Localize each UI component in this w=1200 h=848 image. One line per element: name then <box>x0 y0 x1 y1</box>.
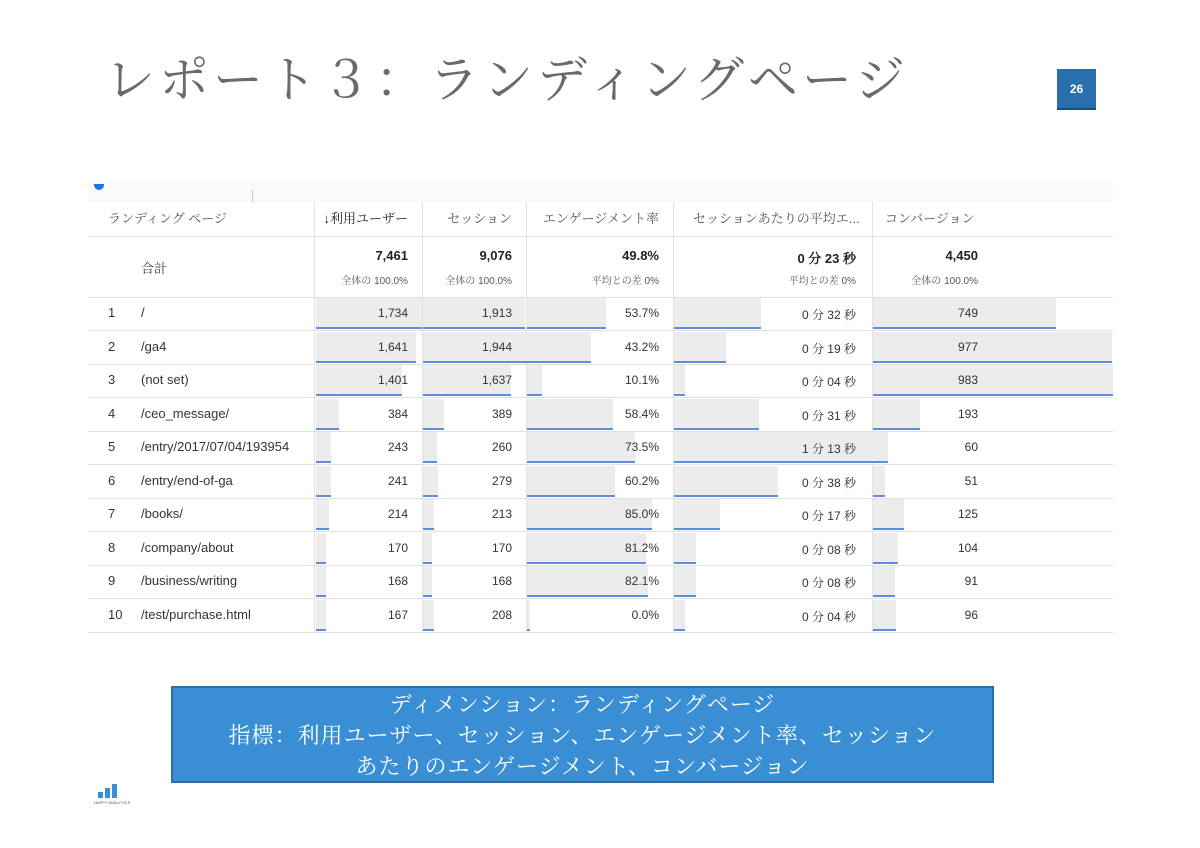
value-sessions: 1,913 <box>481 306 512 320</box>
table-row[interactable] <box>88 364 1113 397</box>
value-sessions: 1,637 <box>481 373 512 387</box>
value-sessions: 260 <box>491 440 512 454</box>
row-landing-page[interactable]: /ceo_message/ <box>141 405 230 421</box>
explanation-box <box>171 686 994 783</box>
row-rank: 7 <box>108 506 116 521</box>
value-sessions: 389 <box>491 406 512 421</box>
table-row[interactable] <box>88 532 1113 565</box>
value-users: 167 <box>387 607 408 622</box>
row-landing-page[interactable]: / <box>141 305 145 320</box>
header-divider <box>88 236 1113 237</box>
value-engagement: 43.2% <box>624 339 659 354</box>
value-conversions: 977 <box>957 339 978 354</box>
value-avg_time: 0 分 08 秒 <box>801 542 856 557</box>
value-avg_time: 0 分 17 秒 <box>801 509 856 523</box>
row-landing-page[interactable]: /entry/2017/07/04/193954 <box>141 439 290 454</box>
row-rank: 10 <box>108 606 123 622</box>
value-sessions: 168 <box>491 574 512 588</box>
note-metrics-line1: 指標：利用ユーザー、セッション、エンゲージメント率、セッション <box>228 724 937 749</box>
value-avg_time: 0 分 08 秒 <box>801 576 856 590</box>
value-users: 168 <box>387 574 408 588</box>
value-sessions: 279 <box>491 473 512 488</box>
value-sessions: 170 <box>491 540 512 555</box>
row-rank: 6 <box>108 472 116 488</box>
value-conversions: 983 <box>957 373 978 387</box>
bar-chart-logo-icon <box>94 770 144 810</box>
value-conversions: 51 <box>964 473 978 488</box>
value-avg_time: 0 分 38 秒 <box>801 475 856 490</box>
value-conversions: 60 <box>964 440 978 454</box>
value-avg_time: 0 分 31 秒 <box>801 408 856 423</box>
landing-page-report-table <box>88 180 1113 632</box>
value-conversions: 193 <box>957 406 978 421</box>
toolbar-blue-icon <box>94 184 104 190</box>
value-engagement: 58.4% <box>624 406 659 421</box>
row-landing-page[interactable]: /books/ <box>141 506 183 521</box>
slide-title: レポート３：ランディングページ <box>105 51 909 109</box>
header-users[interactable]: ↓利用ユーザー <box>323 211 408 226</box>
table-row[interactable] <box>88 599 1113 632</box>
total-conversions-share: 全体の 100.0% <box>911 276 978 287</box>
table-row[interactable] <box>88 498 1113 531</box>
value-avg_time: 0 分 04 秒 <box>801 375 856 389</box>
totals-label: 合計 <box>141 261 168 276</box>
value-users: 1,641 <box>377 339 408 354</box>
value-users: 1,401 <box>377 373 408 387</box>
value-avg_time: 0 分 19 秒 <box>801 341 856 356</box>
row-landing-page[interactable]: /business/writing <box>141 573 238 588</box>
value-engagement: 82.1% <box>624 574 659 588</box>
row-rank: 9 <box>108 573 116 588</box>
value-conversions: 125 <box>957 507 978 521</box>
value-engagement: 81.2% <box>624 540 659 555</box>
value-users: 243 <box>387 440 408 454</box>
table-row[interactable] <box>88 431 1113 464</box>
value-sessions: 213 <box>491 507 512 521</box>
row-landing-page[interactable]: /ga4 <box>141 338 167 354</box>
total-avg-time-diff: 平均との差 0% <box>788 276 856 287</box>
table-row[interactable] <box>88 565 1113 598</box>
bar-avg_time <box>674 365 685 395</box>
row-landing-page[interactable]: /entry/end-of-ga <box>141 472 233 488</box>
row-rank: 4 <box>108 405 116 421</box>
value-users: 170 <box>387 540 408 555</box>
header-engagement-rate[interactable]: エンゲージメント率 <box>542 211 659 226</box>
value-conversions: 91 <box>964 574 978 588</box>
value-users: 214 <box>387 507 408 521</box>
value-avg_time: 0 分 32 秒 <box>801 308 856 322</box>
total-engagement-diff: 平均との差 0% <box>591 276 659 287</box>
report-toolbar-strip <box>88 180 1113 202</box>
table-row[interactable] <box>88 465 1113 498</box>
bar-avg_time <box>674 600 685 630</box>
value-conversions: 749 <box>957 306 978 320</box>
value-conversions: 104 <box>957 540 978 555</box>
toolbar-divider <box>252 190 253 202</box>
value-engagement: 85.0% <box>624 507 659 521</box>
note-dimension: ディメンション：ランディングページ <box>389 693 776 718</box>
value-engagement: 60.2% <box>624 473 659 488</box>
row-rank: 3 <box>108 372 116 387</box>
header-avg-engagement-time[interactable]: セッションあたりの平均エ... <box>693 211 860 226</box>
total-engagement-rate: 49.8% <box>622 248 659 263</box>
value-engagement: 10.1% <box>624 373 659 387</box>
table-row[interactable] <box>88 331 1113 364</box>
total-users-share: 全体の 100.0% <box>341 276 408 287</box>
table-row[interactable] <box>88 297 1113 330</box>
total-users: 7,461 <box>375 248 408 263</box>
row-rank: 8 <box>108 539 116 555</box>
table-row[interactable] <box>88 398 1113 431</box>
total-sessions-share: 全体の 100.0% <box>445 276 512 287</box>
value-engagement: 73.5% <box>624 440 659 454</box>
value-sessions: 1,944 <box>481 339 512 354</box>
value-users: 384 <box>387 406 408 421</box>
total-avg-time: 0 分 23 秒 <box>797 251 856 266</box>
row-rank: 2 <box>108 338 116 354</box>
row-rank: 1 <box>108 305 116 320</box>
page-number-badge: 26 <box>1057 69 1096 110</box>
value-conversions: 96 <box>964 607 978 622</box>
value-avg_time: 0 分 04 秒 <box>801 609 856 624</box>
value-engagement: 0.0% <box>631 607 659 622</box>
row-landing-page[interactable]: /company/about <box>141 539 234 555</box>
row-rank: 5 <box>108 439 116 454</box>
row-landing-page[interactable]: /test/purchase.html <box>141 606 251 622</box>
logo-text: HAPPY ANALYTICS <box>94 800 131 805</box>
header-conversions[interactable]: コンバージョン <box>885 211 975 226</box>
row-divider <box>88 632 1113 633</box>
value-users: 241 <box>387 473 408 488</box>
value-sessions: 208 <box>491 607 512 622</box>
header-sessions[interactable]: セッション <box>447 211 512 226</box>
total-conversions: 4,450 <box>945 248 978 263</box>
note-metrics-line2: あたりのエンゲージメント、コンバージョン <box>355 755 810 780</box>
value-avg_time: 1 分 13 秒 <box>801 442 856 456</box>
value-engagement: 53.7% <box>624 306 659 320</box>
row-landing-page[interactable]: (not set) <box>141 372 189 387</box>
header-landing-page[interactable]: ランディング ページ <box>108 211 228 226</box>
value-users: 1,734 <box>377 306 408 320</box>
total-sessions: 9,076 <box>479 248 512 263</box>
